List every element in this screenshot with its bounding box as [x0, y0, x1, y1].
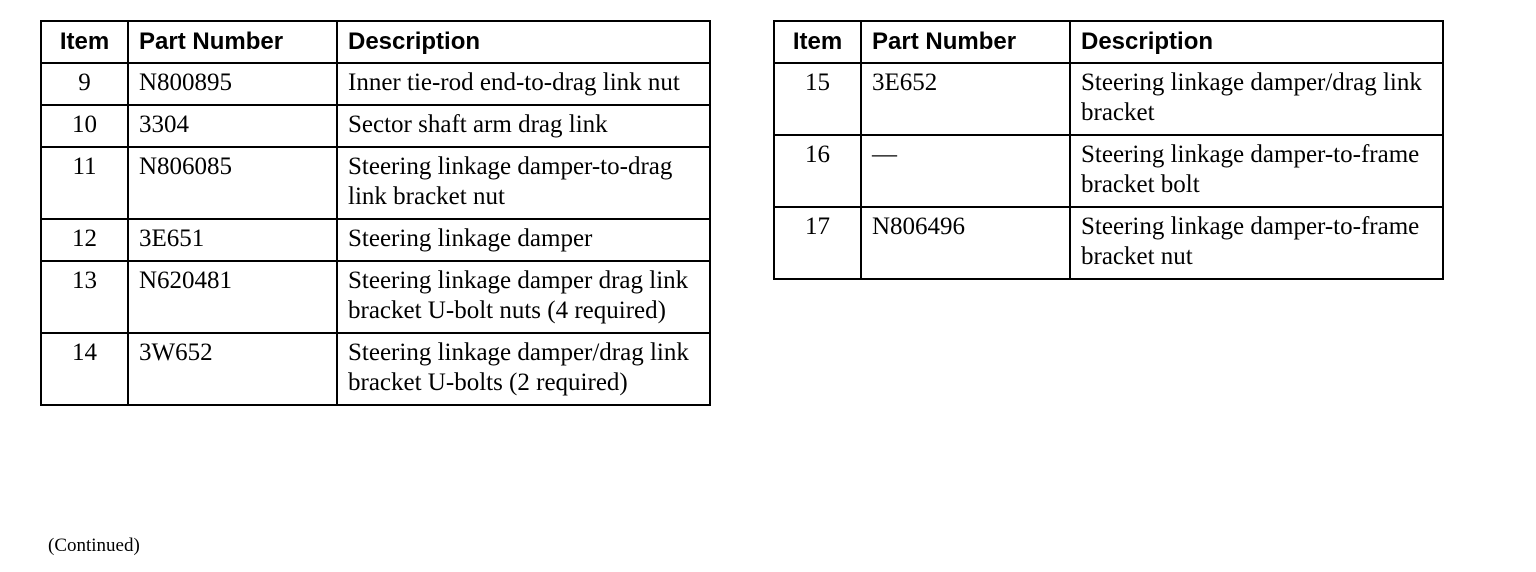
cell-description: Steering linkage damper drag link bracket U-bolt nuts (4 required) — [337, 261, 710, 333]
cell-item: 9 — [41, 63, 128, 105]
header-item: Item — [41, 21, 128, 63]
cell-part-number: — — [861, 135, 1070, 207]
cell-item: 17 — [774, 207, 861, 279]
cell-description: Steering linkage damper-to-drag link bracket nut — [337, 147, 710, 219]
header-part-number: Part Number — [128, 21, 337, 63]
cell-description: Steering linkage damper-to-frame bracket bolt — [1070, 135, 1443, 207]
header-description: Description — [337, 21, 710, 63]
table-row — [41, 63, 710, 105]
table-row — [41, 147, 710, 219]
cell-part-number: 3304 — [128, 105, 337, 147]
cell-item: 10 — [41, 105, 128, 147]
cell-part-number: N806496 — [861, 207, 1070, 279]
cell-item: 14 — [41, 333, 128, 405]
header-description: Description — [1070, 21, 1443, 63]
cell-description: Steering linkage damper/drag link bracket — [1070, 63, 1443, 135]
cell-part-number: 3E652 — [861, 63, 1070, 135]
table-row — [774, 207, 1443, 279]
header-part-number: Part Number — [861, 21, 1070, 63]
table-row — [41, 105, 710, 147]
header-item: Item — [774, 21, 861, 63]
cell-item: 16 — [774, 135, 861, 207]
cell-description: Steering linkage damper/drag link bracket U-bolts (2 required) — [337, 333, 710, 405]
parts-table-right — [773, 20, 1444, 280]
table-row — [41, 219, 710, 261]
table-row — [774, 135, 1443, 207]
cell-item: 11 — [41, 147, 128, 219]
cell-part-number: 3W652 — [128, 333, 337, 405]
continued-note: (Continued) — [48, 535, 140, 556]
cell-description: Steering linkage damper-to-frame bracket nut — [1070, 207, 1443, 279]
table-row — [41, 261, 710, 333]
table-row — [41, 333, 710, 405]
cell-part-number: N800895 — [128, 63, 337, 105]
parts-table-left — [40, 20, 711, 406]
table-header-row — [774, 21, 1443, 63]
cell-item: 13 — [41, 261, 128, 333]
table-row — [774, 63, 1443, 135]
cell-part-number: N620481 — [128, 261, 337, 333]
cell-part-number: 3E651 — [128, 219, 337, 261]
cell-item: 15 — [774, 63, 861, 135]
cell-description: Sector shaft arm drag link — [337, 105, 710, 147]
cell-item: 12 — [41, 219, 128, 261]
cell-part-number: N806085 — [128, 147, 337, 219]
table-header-row — [41, 21, 710, 63]
cell-description: Steering linkage damper — [337, 219, 710, 261]
cell-description: Inner tie-rod end-to-drag link nut — [337, 63, 710, 105]
